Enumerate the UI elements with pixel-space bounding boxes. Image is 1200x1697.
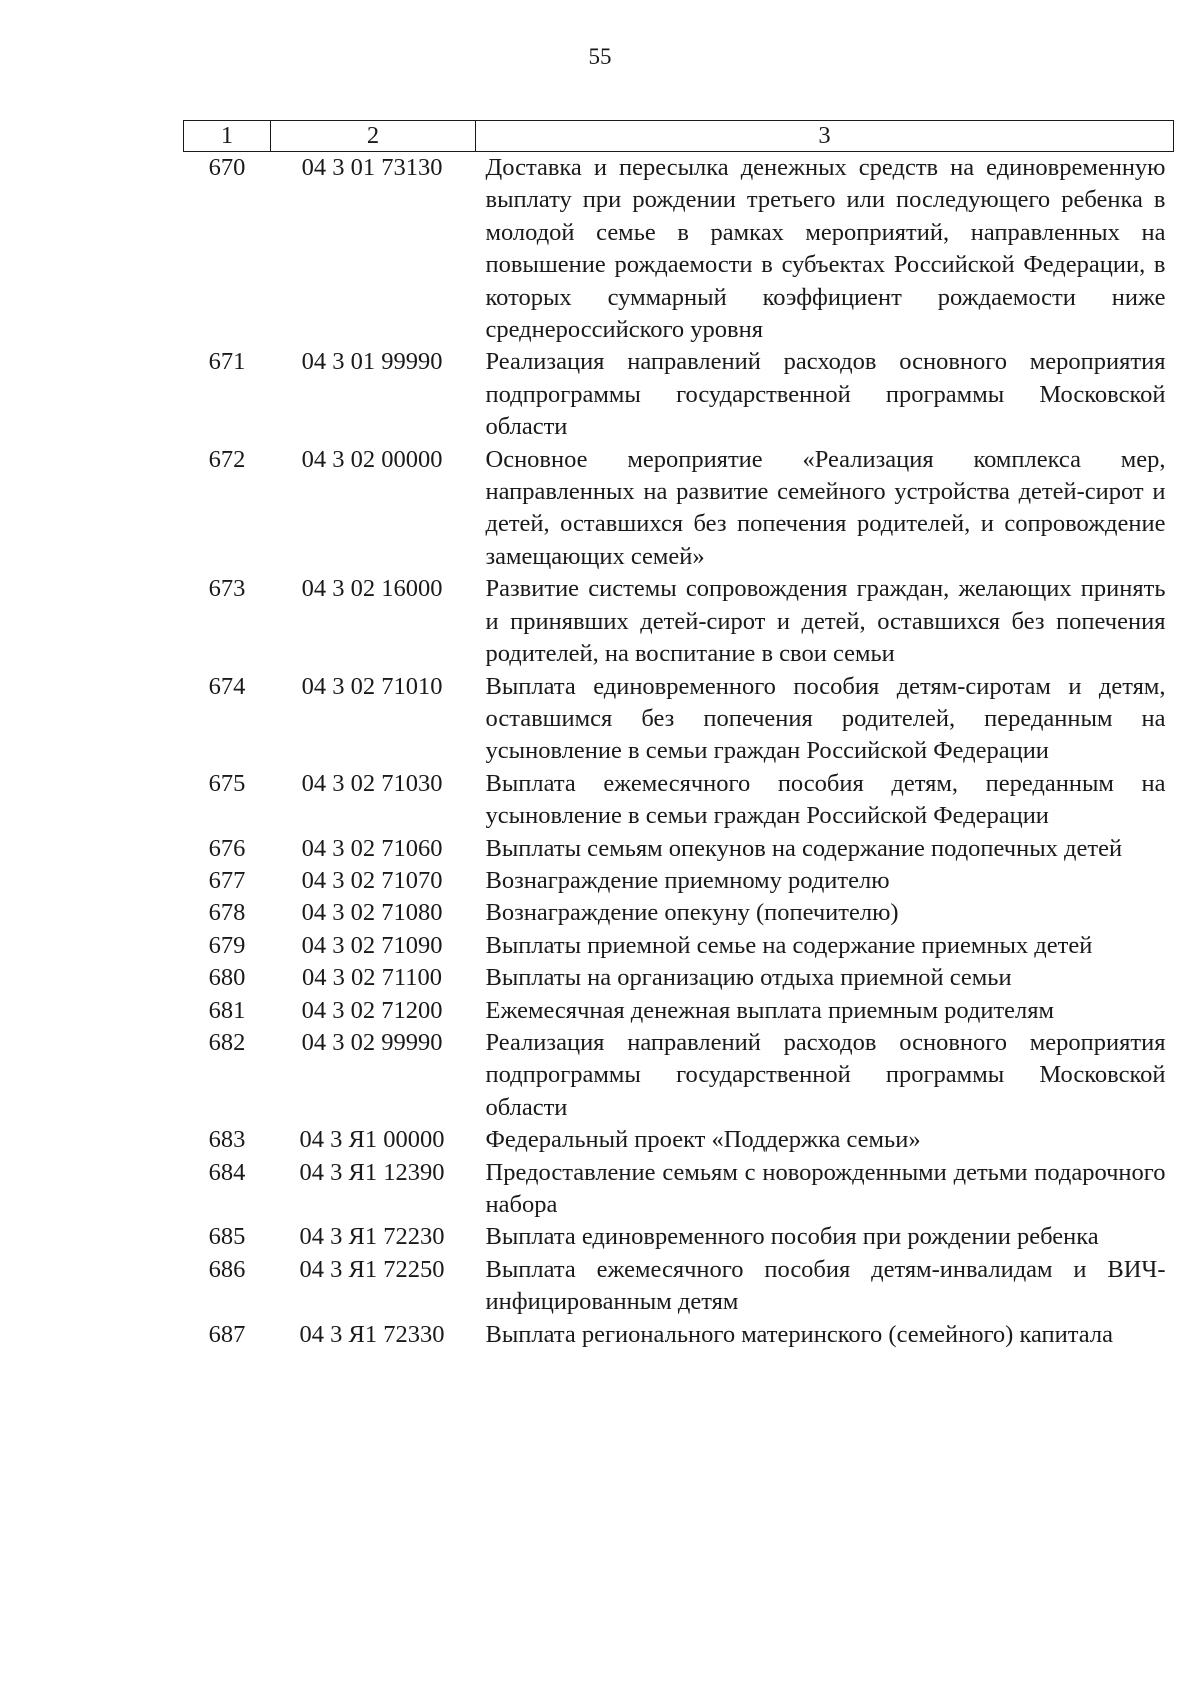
table-row xyxy=(184,152,1174,347)
row-number: 677 xyxy=(208,866,246,894)
classification-code: 04 3 Я1 72230 xyxy=(299,1223,445,1251)
row-number: 682 xyxy=(208,1028,246,1056)
table-row xyxy=(184,995,1174,1027)
classification-code: 04 3 02 16000 xyxy=(301,575,443,603)
classification-code: 04 3 Я1 00000 xyxy=(299,1126,445,1154)
expense-description: Вознаграждение опекуну (попечителю) xyxy=(485,899,899,927)
row-number: 684 xyxy=(208,1158,246,1186)
row-number: 683 xyxy=(208,1126,246,1154)
classification-code: 04 3 02 71070 xyxy=(301,866,443,894)
expense-description: Выплаты семьям опекунов на содержание подопечных детей xyxy=(485,834,1123,862)
expense-description: Реализация направлений расходов основного мероприятия подпрограммы государственной программы Московской области xyxy=(485,348,1166,441)
expense-description: Выплата единовременного пособия детям-сиротам и детям, оставшимся без попечения родителей, переданным на усыновление в семьи граждан Российской Федерации xyxy=(485,672,1166,765)
expense-description: Выплата ежемесячного пособия детям, переданным на усыновление в семьи граждан Российской Федерации xyxy=(485,769,1166,830)
row-number: 681 xyxy=(208,996,246,1024)
table-header-row xyxy=(184,121,1174,152)
table-row xyxy=(184,1221,1174,1253)
expense-description: Выплата ежемесячного пособия детям-инвалидам и ВИЧ-инфицированным детям xyxy=(485,1255,1166,1316)
classification-code: 04 3 02 71200 xyxy=(301,996,443,1024)
table-row xyxy=(184,897,1174,929)
expense-description: Развитие системы сопровождения граждан, желающих принять и принявших детей-сирот и детей, оставшихся без попечения родителей, на воспитание в свои семьи xyxy=(485,575,1166,668)
classification-code: 04 3 02 00000 xyxy=(301,445,443,473)
row-number: 676 xyxy=(208,834,246,862)
row-number: 678 xyxy=(208,899,246,927)
table-row xyxy=(184,671,1174,768)
row-number: 670 xyxy=(208,154,246,181)
classification-code: 04 3 02 71030 xyxy=(301,769,443,797)
expense-description: Выплаты приемной семье на содержание приемных детей xyxy=(485,931,1093,959)
expense-description: Предоставление семьям с новорожденными детьми подарочного набора xyxy=(485,1158,1166,1218)
classification-code: 04 3 02 99990 xyxy=(301,1028,443,1056)
classification-code: 04 3 Я1 12390 xyxy=(299,1158,445,1186)
expense-description: Федеральный проект «Поддержка семьи» xyxy=(485,1126,921,1154)
table-row xyxy=(184,1254,1174,1319)
table-row xyxy=(184,930,1174,962)
row-number: 673 xyxy=(208,575,246,603)
table-row xyxy=(184,768,1174,833)
classification-code: 04 3 02 71090 xyxy=(301,931,443,959)
row-number: 675 xyxy=(208,769,246,797)
classification-code: 04 3 02 71060 xyxy=(301,834,443,862)
row-number: 674 xyxy=(208,672,246,700)
table-row xyxy=(184,1157,1174,1222)
table-row xyxy=(184,1124,1174,1156)
row-number: 686 xyxy=(208,1255,246,1283)
table-row xyxy=(184,962,1174,994)
expense-description: Вознаграждение приемному родителю xyxy=(485,866,890,894)
classification-code: 04 3 Я1 72250 xyxy=(299,1255,445,1283)
column-header-1: 1 xyxy=(184,121,271,152)
classification-code: 04 3 01 73130 xyxy=(301,154,443,181)
table-row xyxy=(184,573,1174,670)
budget-classification-table xyxy=(183,120,1174,1351)
row-number: 671 xyxy=(208,348,246,376)
expense-description: Доставка и пересылка денежных средств на единовременную выплату при рождении третьего или последующего ребенка в молодой семье в рамках мероприятий, направленных на повышение рождаемости в субъектах Российской Федерации, в которых суммарный коэффициент рождаемости ниже среднероссийского уровня xyxy=(485,154,1166,344)
expense-description: Реализация направлений расходов основного мероприятия подпрограммы государственной программы Московской области xyxy=(485,1028,1166,1121)
expense-description: Выплата регионального материнского (семейного) капитала xyxy=(485,1320,1113,1348)
expense-description: Основное мероприятие «Реализация комплекса мер, направленных на развитие семейного устройства детей-сирот и детей, оставшихся без попечения родителей, и сопровождение замещающих семей» xyxy=(485,445,1166,570)
row-number: 679 xyxy=(208,931,246,959)
column-header-2: 2 xyxy=(271,121,476,152)
row-number: 685 xyxy=(208,1223,246,1251)
row-number: 687 xyxy=(208,1320,246,1348)
page-number: 55 xyxy=(588,44,612,69)
row-number: 680 xyxy=(208,964,246,992)
column-header-3: 3 xyxy=(476,121,1174,152)
classification-code: 04 3 02 71100 xyxy=(302,964,442,992)
table-row xyxy=(184,865,1174,897)
classification-code: 04 3 02 71080 xyxy=(301,899,443,927)
table-row xyxy=(184,833,1174,865)
classification-code: 04 3 01 99990 xyxy=(301,348,443,376)
row-number: 672 xyxy=(208,445,246,473)
classification-code: 04 3 02 71010 xyxy=(301,672,443,700)
expense-description: Выплаты на организацию отдыха приемной семьи xyxy=(485,964,1012,992)
classification-code: 04 3 Я1 72330 xyxy=(299,1320,445,1348)
table-row xyxy=(184,1319,1174,1351)
expense-description: Ежемесячная денежная выплата приемным родителям xyxy=(485,996,1055,1024)
expense-description: Выплата единовременного пособия при рождении ребенка xyxy=(485,1223,1099,1251)
table-body xyxy=(184,152,1174,1352)
table-row xyxy=(184,346,1174,443)
table-row xyxy=(184,1027,1174,1124)
table-row xyxy=(184,444,1174,574)
